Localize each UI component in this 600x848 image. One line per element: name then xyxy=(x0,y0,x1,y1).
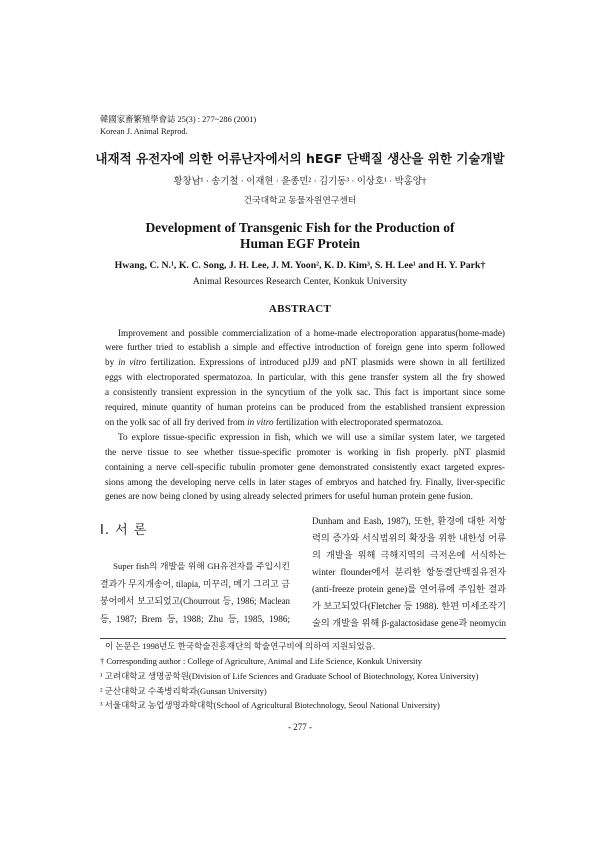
authors-korean: 황창남¹ · 송기철 · 이재현 · 윤종민² · 김기동³ · 이상호¹ · 박홍양† xyxy=(173,177,427,187)
abstract-line: required, minute quantity of human proteins can be produced from the established transient expression xyxy=(105,402,505,412)
body-line: 력의 증가와 서식범위의 확장을 위한 내한성 어류 xyxy=(312,533,506,543)
abstract-line: Improvement and possible commercialization of a home-made electroporation apparatus(home-made) xyxy=(118,327,505,338)
body-line: (anti-freeze protein gene)를 연어류에 주입한 결과 xyxy=(312,584,506,594)
footnote-corresponding-author: † Corresponding author : College of Agriculture, Animal and Life Science, Konkuk University xyxy=(100,656,422,666)
abstract-line: To explore tissue-specific expression in fish, which we will use a similar system later, we targeted xyxy=(118,431,505,442)
abstract-line: the nerve tissue to see whether tissue-specific promoter is working in fish properly. pNT plasmid xyxy=(105,446,505,457)
footnote-funding: 이 논문은 1998년도 한국학술진흥재단의 학술연구비에 의하여 지원되었음. xyxy=(105,641,375,651)
body-line: winter flounder에서 분리한 항동결단백질유전자 xyxy=(312,567,506,577)
abstract-line: genes are now being cloned by using already selected primers for useful human protein gene fusion. xyxy=(105,491,473,502)
abstract-heading: ABSTRACT xyxy=(268,303,332,315)
authors-english: Hwang, C. N.¹, K. C. Song, J. H. Lee, J. M. Yoon², K. D. Kim³, S. H. Lee¹ and H. Y. Park† xyxy=(114,260,486,271)
body-line: 결과가 무지개송어, tilapia, 미꾸리, 메기 그리고 금 xyxy=(100,578,290,589)
journal-name: 韓國家畜繁殖學會誌 25(3) : 277~286 (2001) xyxy=(100,115,257,124)
affiliation-english: Animal Resources Research Center, Konkuk University xyxy=(192,276,408,287)
footnote-affiliation-1: ¹ 고려대학교 생명공학원(Division of Life Sciences and Graduate School of Biotechnology, Korea University) xyxy=(100,671,479,681)
page-number: - 277 - xyxy=(288,722,312,732)
abstract-line: containing a nerve cell-specific tubulin promoter gene demonstrated consistently exact targeted expres- xyxy=(105,461,505,472)
footnote-affiliation-2: ² 군산대학교 수족병리학과(Gunsan University) xyxy=(100,685,267,696)
journal-abbreviation: Korean J. Animal Reprod. xyxy=(100,127,188,136)
abstract-line: a consistently transient expression in the syncytium of the yolk sac. This fact is important since some xyxy=(105,387,505,398)
abstract-line: eggs with electroporated spermatozoa. In particular, with this gene transfer system all the fry showed xyxy=(105,372,505,383)
affiliation-korean: 건국대학교 동물자원연구센터 xyxy=(243,195,357,205)
body-line: Super fish의 개발을 위해 GH유전자를 주입시킨 xyxy=(113,561,290,571)
title-korean: 내재적 유전자에 의한 어류난자에서의 hEGF 단백질 생산을 위한 기술개발 xyxy=(95,151,505,166)
title-english-line-2: Human EGF Protein xyxy=(239,236,360,251)
title-english-line-1: Development of Transgenic Fish for the Production of xyxy=(145,220,455,235)
abstract-text: by xyxy=(105,357,119,368)
abstract-text: fertilization. Expressions of introduced pJJ9 and pNT plasmids were shown in all fertilized xyxy=(146,357,505,368)
body-line: 의 개발을 위해 극해지역의 극저온에 서식하는 xyxy=(312,550,506,560)
abstract-line xyxy=(105,356,505,369)
abstract-italic-text: in vitro xyxy=(247,416,274,427)
body-line: 등, 1987; Brem 등, 1988; Zhu 등, 1985, 1986; xyxy=(100,613,290,624)
abstract-line xyxy=(105,416,505,429)
footnote-affiliation-3: ³ 서울대학교 농업생명과학대학(School of Agricultural Biotechnology, Seoul National University) xyxy=(100,700,440,710)
abstract-italic-text: in vitro xyxy=(118,357,147,368)
body-line: 술의 개발을 위해 β-galactosidase gene과 neomycin xyxy=(312,618,506,628)
abstract-line: sions among the developing nerve cells in later stages of embryos and hatched fry. Finally, liver-specific xyxy=(105,476,505,487)
abstract-text: on the yolk sac of all fry derived from xyxy=(105,416,248,427)
footnote-rule xyxy=(100,638,506,639)
body-line: 붕어에서 보고되었고(Chourrout 등, 1986; Maclean xyxy=(100,596,290,606)
abstract-text: fertilization with electroporated spermatozoa. xyxy=(273,416,444,427)
body-line: Dunham and Eash, 1987), 또한, 환경에 대한 저항 xyxy=(312,516,506,526)
section-heading-introduction: Ⅰ. 서 론 xyxy=(100,523,148,538)
body-line: 가 보고되었다(Fletcher 등 1988). 한편 미세조작기 xyxy=(312,601,506,611)
abstract-line: were further tried to establish a simple and effective introduction of foreign gene into sperm followed xyxy=(105,342,505,353)
